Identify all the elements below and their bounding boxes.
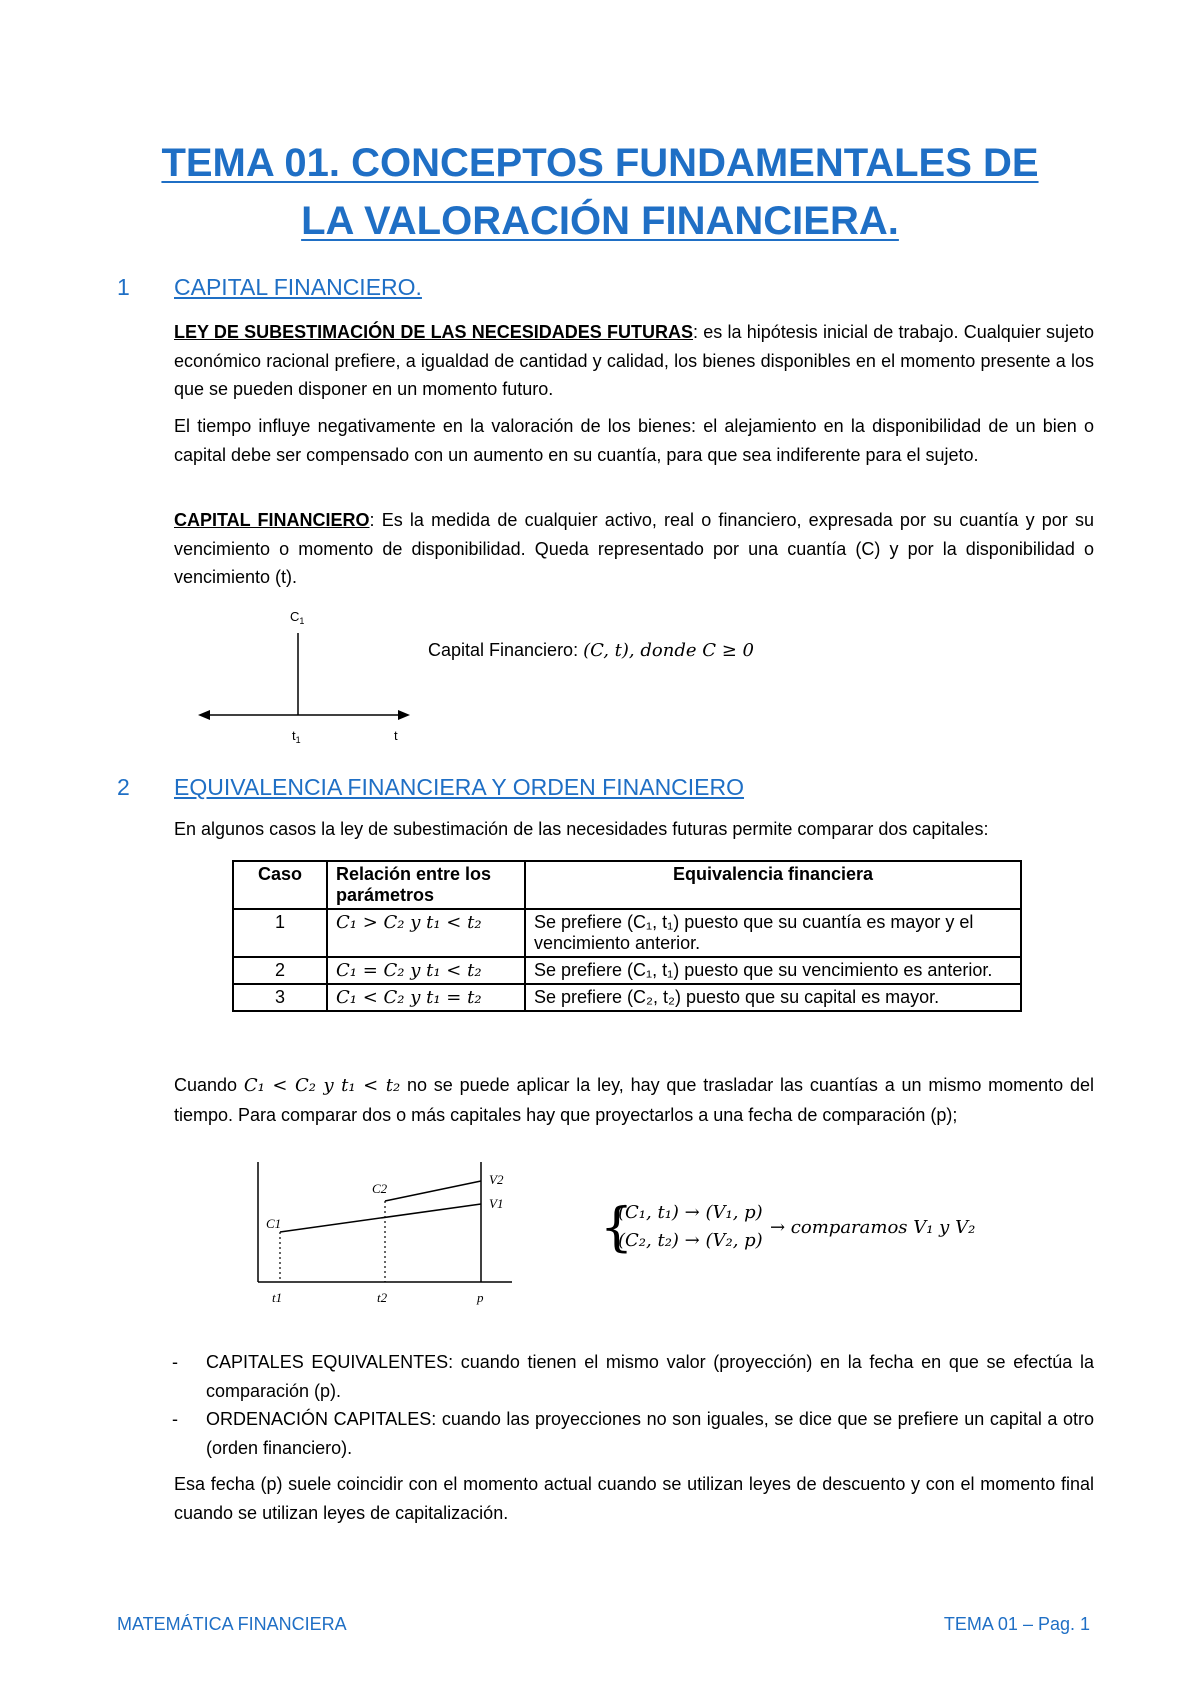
capital-financiero-term: CAPITAL FINANCIERO [174, 510, 370, 530]
graph-label-v2: V2 [489, 1172, 504, 1187]
paragraph-ley-subestimacion [174, 318, 1094, 404]
bullet-dash: - [172, 1409, 178, 1429]
formula-label: Capital Financiero: [428, 640, 584, 660]
graph-label-c1: C1 [266, 1216, 282, 1231]
projection-line-c2 [385, 1181, 481, 1201]
footer-right: TEMA 01 – Pag. 1 [943, 1614, 1090, 1634]
axis-arrow-right-icon [398, 710, 410, 720]
bullet-text: CAPITALES EQUIVALENTES: cuando tienen el mismo valor (proyección) en la fecha en que se efectúa la comparación (p). [206, 1352, 1094, 1401]
section-1-title: CAPITAL FINANCIERO. [174, 274, 422, 300]
equivalencia-table [232, 860, 1022, 1012]
table-cell-equivalencia: Se prefiere (C₁, t₁) puesto que su vencimiento es anterior. [525, 957, 1021, 984]
diagram-c-label: $C_1$ [290, 609, 305, 626]
table-header-relacion: Relación entre los parámetros [327, 861, 525, 909]
table-row [233, 957, 1021, 984]
cuando-math: C₁ < C₂ y t₁ < t₂ [243, 1075, 401, 1096]
table-cell-equivalencia: Se prefiere (C₁, t₁) puesto que su cuantía es mayor y el vencimiento anterior. [525, 909, 1021, 957]
axis-arrow-left-icon [198, 710, 210, 720]
bullet-capitales-equivalentes [174, 1348, 1094, 1405]
graph-label-c2: C2 [372, 1181, 388, 1196]
bullet-ordenacion-capitales [174, 1405, 1094, 1462]
table-cell-caso: 2 [233, 957, 327, 984]
section-1-number: 1 [117, 274, 130, 300]
projection-graph [250, 1150, 530, 1310]
page-title [0, 134, 1200, 250]
title-line-1: TEMA 01. CONCEPTOS FUNDAMENTALES DE [161, 141, 1039, 185]
capital-financiero-body: : Es la medida de cualquier activo, real o financiero, expresada por su cuantía y por su vencimiento o momento de disponibilidad. Queda representado por una cuantía (C) y por la disponibilidad o vencimiento (t). [174, 510, 1094, 587]
projection-line-c1 [280, 1204, 481, 1232]
bullet-text: ORDENACIÓN CAPITALES: cuando las proyecciones no son iguales, se dice que se prefiere un capital a otro (orden financiero). [206, 1409, 1094, 1458]
table-row [233, 984, 1021, 1011]
graph-label-v1: V1 [489, 1196, 504, 1211]
brace-icon: { [600, 1198, 634, 1258]
table-header-caso: Caso [233, 861, 327, 909]
ley-subestimacion-term: LEY DE SUBESTIMACIÓN DE LAS NECESIDADES FUTURAS [174, 322, 694, 342]
graph-label-t1: t1 [272, 1290, 283, 1305]
footer-left: MATEMÁTICA FINANCIERA [117, 1614, 347, 1634]
capital-time-diagram [186, 605, 412, 745]
section-2-intro: En algunos casos la ley de subestimación de las necesidades futuras permite comparar dos capitales: [174, 819, 989, 839]
table-header-equivalencia: Equivalencia financiera [525, 861, 1021, 909]
table-cell-caso: 1 [233, 909, 327, 957]
paragraph-closing: Esa fecha (p) suele coincidir con el momento actual cuando se utilizan leyes de descuento y con el momento final cuando se utilizan leyes de capitalización. [174, 1474, 1094, 1523]
table-row [233, 909, 1021, 957]
system-line-2: (C₂, t₂) → (V₂, p) [618, 1230, 763, 1251]
paragraph-cuando [174, 1071, 1094, 1129]
section-2-number: 2 [117, 774, 130, 800]
title-line-2: LA VALORACIÓN FINANCIERA. [301, 199, 899, 243]
table-cell-relacion: C₁ < C₂ y t₁ = t₂ [327, 984, 525, 1011]
paragraph-capital-financiero [174, 506, 1094, 592]
capital-formula [428, 640, 754, 661]
table-header-row [233, 861, 1021, 909]
system-result: → comparamos V₁ y V₂ [770, 1217, 976, 1238]
formula-math: (C, t), donde C ≥ 0 [583, 640, 754, 661]
graph-label-p: p [477, 1290, 484, 1305]
table-cell-relacion: C₁ > C₂ y t₁ < t₂ [327, 909, 525, 957]
diagram-axis-t-label: t [394, 728, 398, 743]
graph-label-t2: t2 [377, 1290, 388, 1305]
system-line-1: (C₁, t₁) → (V₁, p) [618, 1202, 763, 1223]
paragraph-tiempo: El tiempo influye negativamente en la valoración de los bienes: el alejamiento en la disponibilidad de un bien o capital debe ser compensado con un aumento en su cuantía, para que sea indiferente para el sujeto. [174, 416, 1094, 465]
diagram-t1-label: $t_1$ [292, 728, 301, 745]
cuando-rest: no se puede aplicar la ley, hay que trasladar las cuantías a un mismo momento del tiempo. Para comparar dos o más capitales hay que proyectarlos a una fecha de comparación (p); [174, 1075, 1094, 1125]
bullet-dash: - [172, 1352, 178, 1372]
cuando-start: Cuando [174, 1075, 244, 1095]
table-cell-caso: 3 [233, 984, 327, 1011]
section-2-title: EQUIVALENCIA FINANCIERA Y ORDEN FINANCIERO [174, 774, 745, 800]
table-cell-relacion: C₁ = C₂ y t₁ < t₂ [327, 957, 525, 984]
ley-subestimacion-body: : es la hipótesis inicial de trabajo. Cualquier sujeto económico racional prefiere, a igualdad de cantidad y calidad, los bienes disponibles en el momento presente a los que se pueden disponer en un momento futuro. [174, 322, 1094, 399]
table-cell-equivalencia: Se prefiere (C₂, t₂) puesto que su capital es mayor. [525, 984, 1021, 1011]
